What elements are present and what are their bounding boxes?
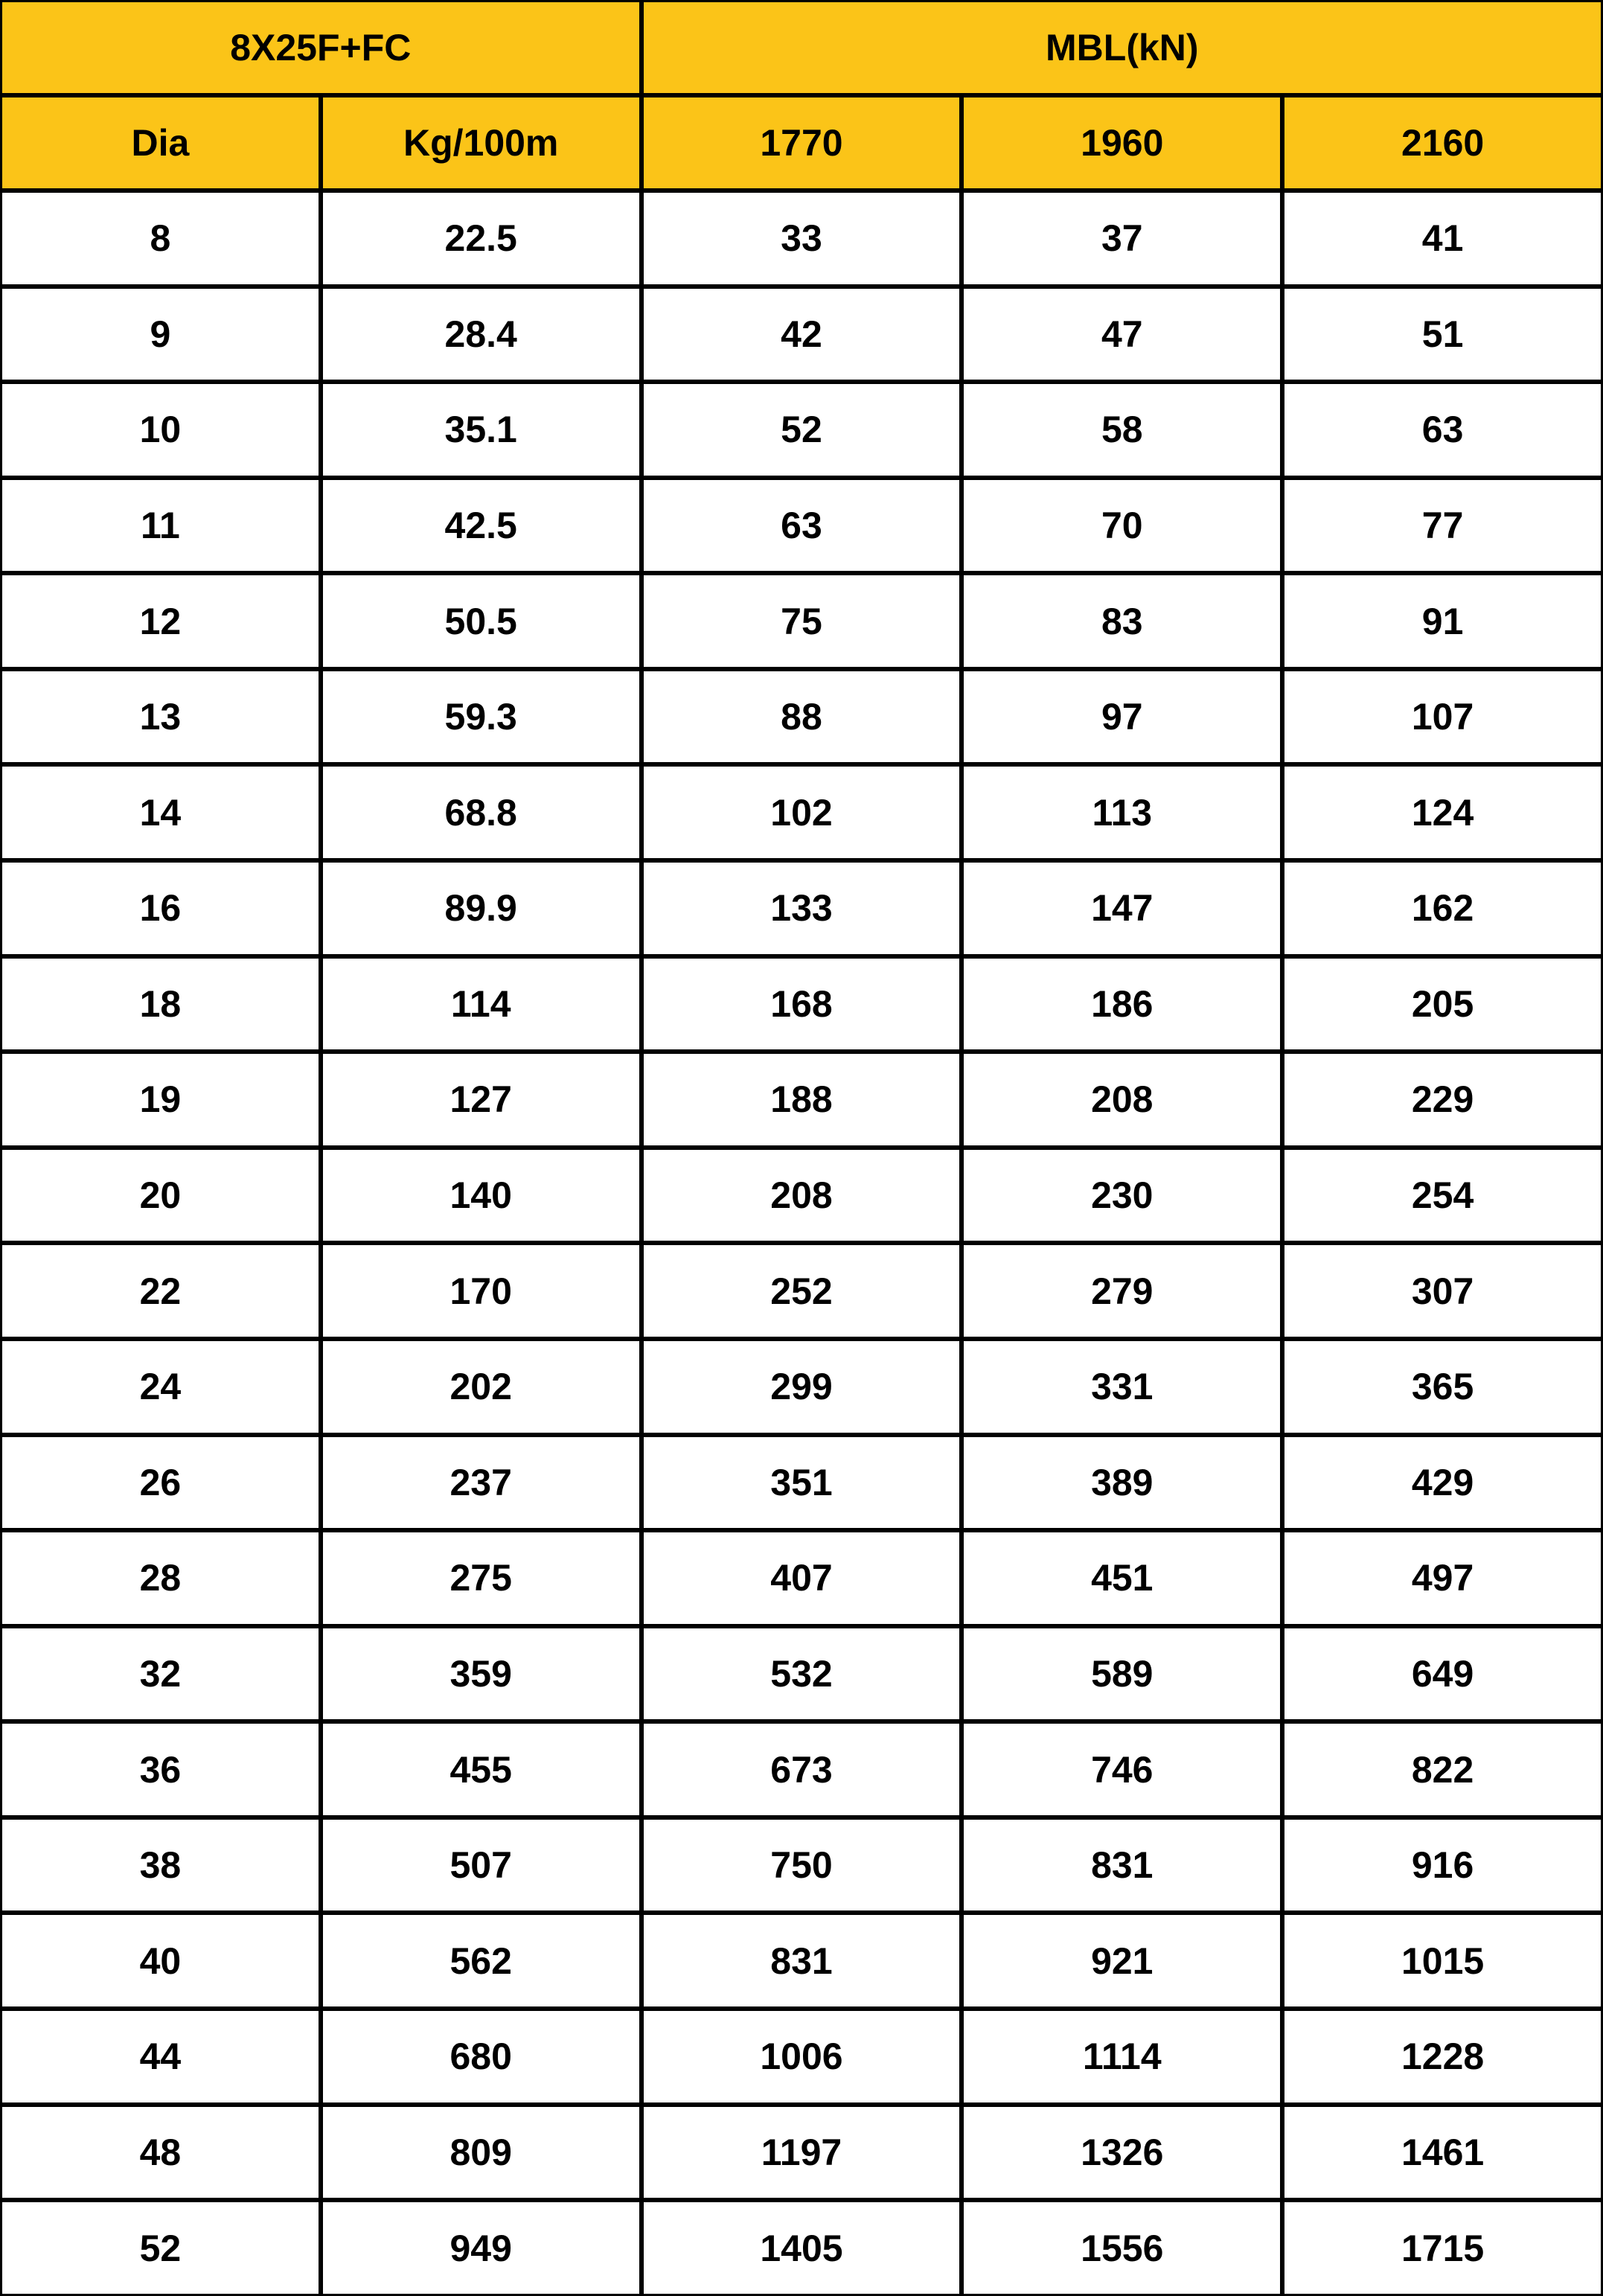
cell-kg-100m: 89.9 [321, 860, 641, 956]
cell-mbl-2160: 124 [1282, 764, 1603, 860]
cell-mbl-1770: 831 [641, 1913, 962, 2009]
table-row [0, 1339, 1603, 1435]
cell-dia: 48 [0, 2105, 321, 2201]
table-row [0, 1913, 1603, 2009]
cell-kg-100m: 127 [321, 1052, 641, 1148]
cell-mbl-1960: 47 [962, 287, 1282, 383]
column-header-row [0, 95, 1603, 191]
cell-mbl-2160: 162 [1282, 860, 1603, 956]
cell-mbl-2160: 77 [1282, 478, 1603, 574]
table-row [0, 2200, 1603, 2296]
cell-mbl-2160: 1461 [1282, 2105, 1603, 2201]
cell-mbl-1960: 97 [962, 669, 1282, 765]
cell-dia: 10 [0, 382, 321, 478]
cell-mbl-1960: 331 [962, 1339, 1282, 1435]
cell-mbl-1770: 1405 [641, 2200, 962, 2296]
cell-mbl-1770: 42 [641, 287, 962, 383]
cell-mbl-1960: 147 [962, 860, 1282, 956]
cell-mbl-1770: 351 [641, 1435, 962, 1531]
cell-mbl-1770: 75 [641, 573, 962, 669]
cell-dia: 38 [0, 1817, 321, 1913]
cell-mbl-1770: 52 [641, 382, 962, 478]
cell-mbl-1770: 252 [641, 1243, 962, 1339]
column-header-2160: 2160 [1282, 95, 1603, 191]
cell-mbl-1960: 113 [962, 764, 1282, 860]
cell-dia: 24 [0, 1339, 321, 1435]
cell-kg-100m: 170 [321, 1243, 641, 1339]
table-row [0, 1626, 1603, 1722]
cell-dia: 44 [0, 2009, 321, 2105]
cell-dia: 32 [0, 1626, 321, 1722]
cell-mbl-1960: 589 [962, 1626, 1282, 1722]
cell-mbl-1960: 186 [962, 956, 1282, 1052]
table-header [0, 0, 1603, 191]
cell-kg-100m: 114 [321, 956, 641, 1052]
cell-kg-100m: 562 [321, 1913, 641, 2009]
cell-dia: 8 [0, 191, 321, 287]
table-row [0, 1435, 1603, 1531]
cell-mbl-2160: 822 [1282, 1721, 1603, 1817]
column-header-1770: 1770 [641, 95, 962, 191]
table-row [0, 956, 1603, 1052]
table-row [0, 382, 1603, 478]
column-header-kg-100m: Kg/100m [321, 95, 641, 191]
cell-dia: 16 [0, 860, 321, 956]
cell-kg-100m: 809 [321, 2105, 641, 2201]
cell-mbl-1960: 1556 [962, 2200, 1282, 2296]
cell-kg-100m: 275 [321, 1530, 641, 1626]
cell-mbl-1960: 746 [962, 1721, 1282, 1817]
table-row [0, 478, 1603, 574]
cell-kg-100m: 22.5 [321, 191, 641, 287]
cell-mbl-1960: 1326 [962, 2105, 1282, 2201]
cell-kg-100m: 35.1 [321, 382, 641, 478]
cell-dia: 26 [0, 1435, 321, 1531]
cell-kg-100m: 237 [321, 1435, 641, 1531]
table-row [0, 764, 1603, 860]
cell-kg-100m: 680 [321, 2009, 641, 2105]
cell-mbl-2160: 91 [1282, 573, 1603, 669]
cell-kg-100m: 42.5 [321, 478, 641, 574]
cell-mbl-2160: 649 [1282, 1626, 1603, 1722]
cell-mbl-2160: 107 [1282, 669, 1603, 765]
cell-mbl-1960: 279 [962, 1243, 1282, 1339]
cell-mbl-2160: 254 [1282, 1148, 1603, 1244]
table-row [0, 573, 1603, 669]
cell-dia: 40 [0, 1913, 321, 2009]
cell-mbl-1770: 532 [641, 1626, 962, 1722]
cell-mbl-2160: 205 [1282, 956, 1603, 1052]
cell-mbl-1960: 389 [962, 1435, 1282, 1531]
cell-mbl-1770: 750 [641, 1817, 962, 1913]
column-header-1960: 1960 [962, 95, 1282, 191]
cell-dia: 20 [0, 1148, 321, 1244]
cell-mbl-1770: 133 [641, 860, 962, 956]
table-row [0, 191, 1603, 287]
cell-mbl-1770: 208 [641, 1148, 962, 1244]
cell-mbl-1960: 58 [962, 382, 1282, 478]
cell-kg-100m: 949 [321, 2200, 641, 2296]
cell-dia: 13 [0, 669, 321, 765]
table-row [0, 2105, 1603, 2201]
cell-mbl-1960: 37 [962, 191, 1282, 287]
cell-dia: 14 [0, 764, 321, 860]
cell-mbl-2160: 1715 [1282, 2200, 1603, 2296]
cell-dia: 36 [0, 1721, 321, 1817]
cell-mbl-1960: 1114 [962, 2009, 1282, 2105]
cell-kg-100m: 59.3 [321, 669, 641, 765]
group-header-row [0, 0, 1603, 95]
cell-dia: 11 [0, 478, 321, 574]
cell-dia: 9 [0, 287, 321, 383]
cell-dia: 22 [0, 1243, 321, 1339]
cell-mbl-2160: 365 [1282, 1339, 1603, 1435]
cell-kg-100m: 50.5 [321, 573, 641, 669]
column-header-dia: Dia [0, 95, 321, 191]
cell-mbl-1770: 1197 [641, 2105, 962, 2201]
cell-mbl-1770: 63 [641, 478, 962, 574]
cell-mbl-1770: 33 [641, 191, 962, 287]
group-header-construction: 8X25F+FC [0, 0, 641, 95]
cell-mbl-1960: 83 [962, 573, 1282, 669]
cell-mbl-2160: 916 [1282, 1817, 1603, 1913]
cell-mbl-1770: 102 [641, 764, 962, 860]
cell-kg-100m: 140 [321, 1148, 641, 1244]
table-row [0, 1243, 1603, 1339]
cell-mbl-1770: 88 [641, 669, 962, 765]
cell-mbl-1960: 230 [962, 1148, 1282, 1244]
cell-dia: 18 [0, 956, 321, 1052]
cell-mbl-2160: 1228 [1282, 2009, 1603, 2105]
table-row [0, 1148, 1603, 1244]
cell-mbl-2160: 429 [1282, 1435, 1603, 1531]
cell-kg-100m: 28.4 [321, 287, 641, 383]
cell-mbl-1960: 831 [962, 1817, 1282, 1913]
cell-dia: 19 [0, 1052, 321, 1148]
cell-mbl-1770: 1006 [641, 2009, 962, 2105]
cell-mbl-2160: 229 [1282, 1052, 1603, 1148]
cell-mbl-2160: 307 [1282, 1243, 1603, 1339]
cell-mbl-1960: 921 [962, 1913, 1282, 2009]
cell-kg-100m: 68.8 [321, 764, 641, 860]
cell-mbl-1770: 299 [641, 1339, 962, 1435]
group-header-mbl: MBL(kN) [641, 0, 1603, 95]
cell-mbl-1770: 407 [641, 1530, 962, 1626]
cell-kg-100m: 507 [321, 1817, 641, 1913]
cell-kg-100m: 359 [321, 1626, 641, 1722]
cell-dia: 12 [0, 573, 321, 669]
cell-mbl-1960: 70 [962, 478, 1282, 574]
cell-kg-100m: 202 [321, 1339, 641, 1435]
cell-mbl-2160: 1015 [1282, 1913, 1603, 2009]
cell-dia: 52 [0, 2200, 321, 2296]
cell-mbl-1770: 673 [641, 1721, 962, 1817]
table-row [0, 2009, 1603, 2105]
table-row [0, 1530, 1603, 1626]
table-row [0, 669, 1603, 765]
table-body [0, 191, 1603, 2296]
table-row [0, 1052, 1603, 1148]
table-row [0, 287, 1603, 383]
table-row [0, 1721, 1603, 1817]
cell-mbl-1960: 451 [962, 1530, 1282, 1626]
cell-mbl-1960: 208 [962, 1052, 1282, 1148]
cell-mbl-2160: 63 [1282, 382, 1603, 478]
table-row [0, 1817, 1603, 1913]
cell-kg-100m: 455 [321, 1721, 641, 1817]
table-row [0, 860, 1603, 956]
cell-mbl-1770: 188 [641, 1052, 962, 1148]
cell-mbl-2160: 497 [1282, 1530, 1603, 1626]
cell-mbl-2160: 51 [1282, 287, 1603, 383]
cell-dia: 28 [0, 1530, 321, 1626]
cell-mbl-2160: 41 [1282, 191, 1603, 287]
cell-mbl-1770: 168 [641, 956, 962, 1052]
